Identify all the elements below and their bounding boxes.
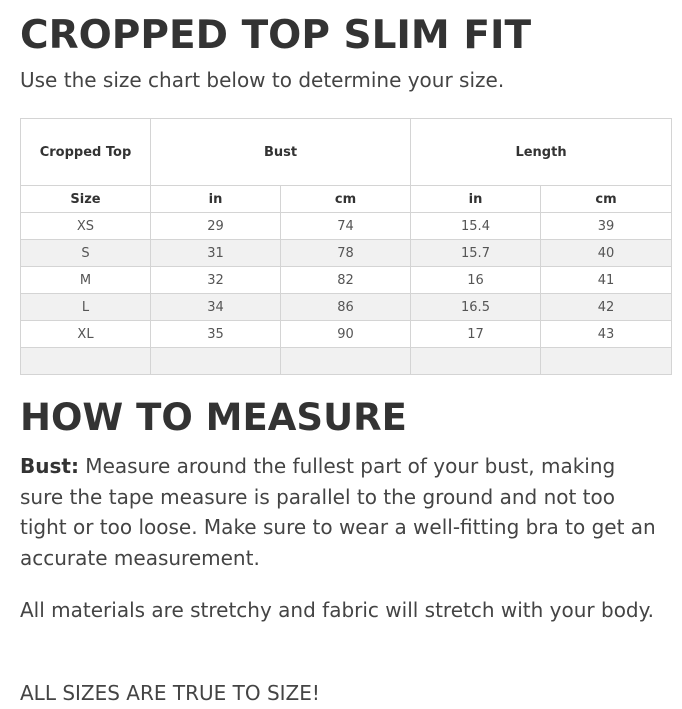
bust-instructions-text: Measure around the fullest part of your bust, making sure the tape measure is parallel to the ground and not too tight or too loose. Make sure to wear a well-fitting bra to get an accurate measurement. xyxy=(20,454,656,570)
table-corner-label: Cropped Top xyxy=(21,119,151,186)
table-cell: 31 xyxy=(151,240,281,267)
table-cell: 41 xyxy=(541,267,672,294)
table-cell: 78 xyxy=(281,240,411,267)
table-cell: S xyxy=(21,240,151,267)
table-cell: 35 xyxy=(151,321,281,348)
length-group-header: Length xyxy=(411,119,672,186)
table-cell xyxy=(281,348,411,375)
bust-label: Bust: xyxy=(20,454,79,478)
bust-in-column-header: in xyxy=(151,186,281,213)
table-cell: 39 xyxy=(541,213,672,240)
how-to-measure-heading: HOW TO MEASURE xyxy=(20,396,407,439)
table-cell: 15.7 xyxy=(411,240,541,267)
table-cell: 29 xyxy=(151,213,281,240)
table-cell: 16.5 xyxy=(411,294,541,321)
page-title: CROPPED TOP SLIM FIT xyxy=(20,13,532,58)
table-cell xyxy=(411,348,541,375)
table-cell xyxy=(151,348,281,375)
table-cell: 82 xyxy=(281,267,411,294)
true-to-size-note: ALL SIZES ARE TRUE TO SIZE! xyxy=(20,681,320,705)
table-cell: XS xyxy=(21,213,151,240)
table-cell: 17 xyxy=(411,321,541,348)
table-cell xyxy=(541,348,672,375)
table-row xyxy=(21,294,672,321)
table-cell: 43 xyxy=(541,321,672,348)
table-row xyxy=(21,267,672,294)
table-cell: 32 xyxy=(151,267,281,294)
table-cell: 74 xyxy=(281,213,411,240)
table-cell: 34 xyxy=(151,294,281,321)
length-in-column-header: in xyxy=(411,186,541,213)
table-row-empty xyxy=(21,348,672,375)
table-unit-header-row xyxy=(21,186,672,213)
page-subtitle: Use the size chart below to determine your size. xyxy=(20,68,505,92)
table-cell: 42 xyxy=(541,294,672,321)
length-cm-column-header: cm xyxy=(541,186,672,213)
table-cell: 16 xyxy=(411,267,541,294)
size-chart-table xyxy=(20,118,672,375)
table-row xyxy=(21,321,672,348)
table-cell: XL xyxy=(21,321,151,348)
bust-group-header: Bust xyxy=(151,119,411,186)
table-cell: 15.4 xyxy=(411,213,541,240)
table-cell: M xyxy=(21,267,151,294)
table-row xyxy=(21,213,672,240)
table-cell: 86 xyxy=(281,294,411,321)
table-cell: 40 xyxy=(541,240,672,267)
bust-instructions xyxy=(20,451,660,573)
stretch-note: All materials are stretchy and fabric will stretch with your body. xyxy=(20,598,654,622)
table-cell: 90 xyxy=(281,321,411,348)
table-row xyxy=(21,240,672,267)
table-cell: L xyxy=(21,294,151,321)
table-cell xyxy=(21,348,151,375)
bust-cm-column-header: cm xyxy=(281,186,411,213)
size-column-header: Size xyxy=(21,186,151,213)
table-group-header-row xyxy=(21,119,672,186)
